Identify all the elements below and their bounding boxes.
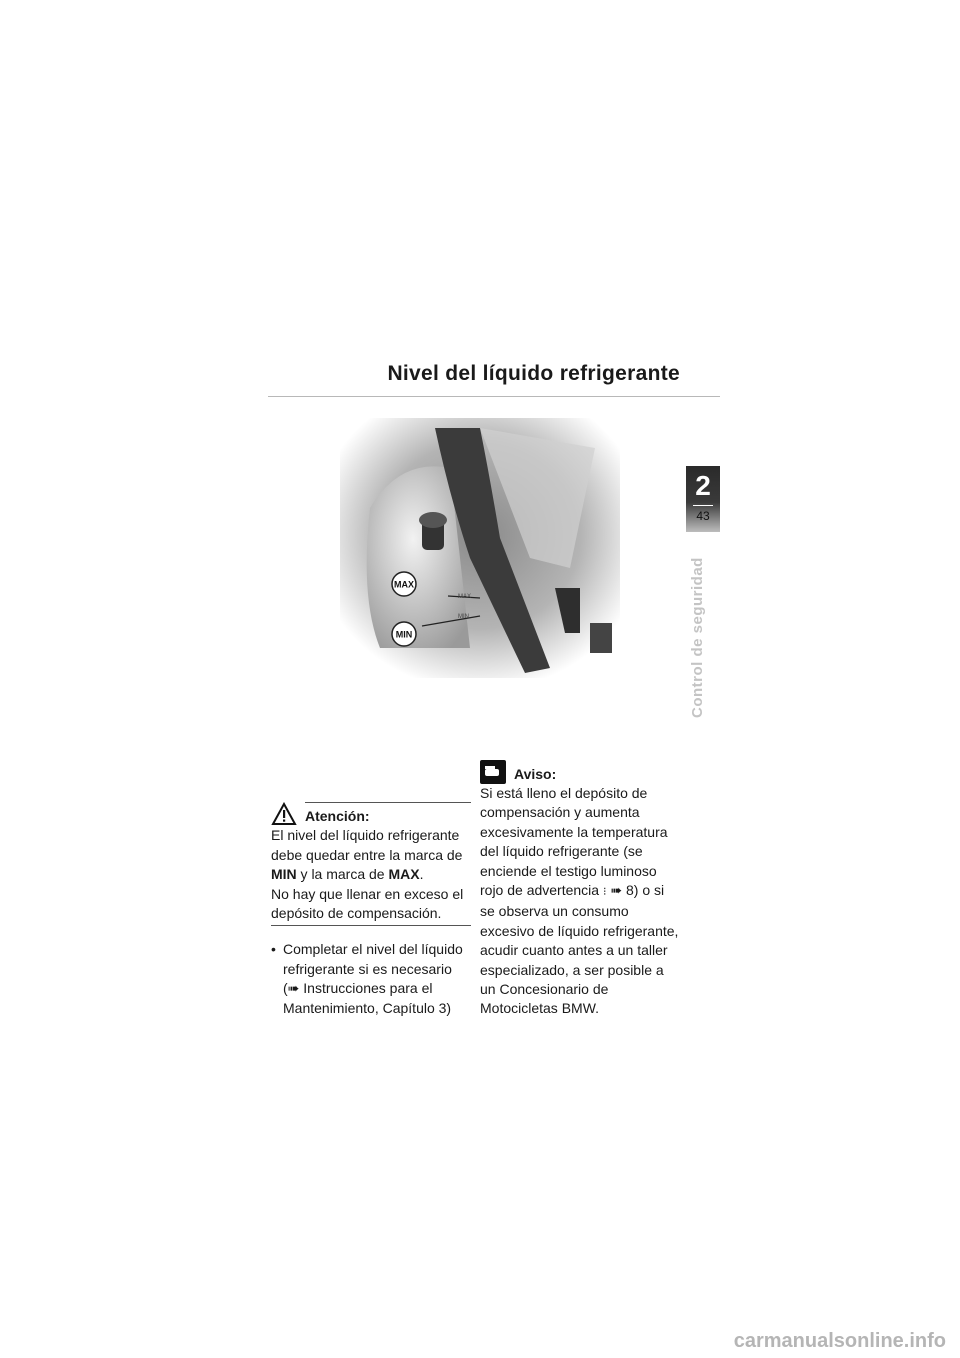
note-hand-icon bbox=[480, 760, 506, 784]
warning-top-rule bbox=[305, 802, 471, 803]
note-heading bbox=[480, 760, 680, 784]
list-item bbox=[271, 940, 471, 1018]
warning-heading-label: Atención: bbox=[305, 808, 370, 824]
bullet-text: Completar el nivel del líquido refrigerante si es necesario (➠ Instrucciones para el Mantenimiento, Capítulo 3) bbox=[283, 941, 463, 1016]
note-column bbox=[480, 760, 680, 1019]
note-heading-label: Aviso: bbox=[514, 765, 557, 782]
chapter-tab bbox=[686, 466, 720, 532]
bullet-marker: • bbox=[271, 941, 276, 958]
warning-heading bbox=[271, 802, 471, 826]
warning-text-1: El nivel del líquido refrigerante debe quedar entre la marca de MIN y la marca de MAX. bbox=[271, 827, 463, 883]
connector bbox=[590, 623, 612, 653]
coolant-reservoir-photo bbox=[340, 418, 620, 678]
chapter-number: 2 bbox=[695, 470, 711, 501]
max-callout-label: MAX bbox=[394, 579, 414, 590]
reservoir-cap-top bbox=[419, 512, 447, 528]
watermark: carmanualsonline.info bbox=[733, 1330, 946, 1352]
page-number: 43 bbox=[696, 509, 710, 523]
min-callout-label: MIN bbox=[395, 629, 413, 640]
note-text: Si está lleno el depósito de compensación y aumenta excesivamente la temperatura del líquido refrigerante (se enciende el testigo luminoso rojo de advertencia ⁝ ➠ 8) o si se observa un consumo excesivo de líquido refrigerante, acudir cuanto antes a un taller especializado, a ser posible a un Concesionario de Motocicletas BMW. bbox=[480, 785, 679, 1017]
warning-text-2: No hay que llenar en exceso el depósito de compensación. bbox=[271, 885, 464, 922]
max-mark-text: MAX bbox=[388, 866, 420, 883]
indicator-light-icon: ⁝ bbox=[602, 886, 607, 899]
page-title: Nivel del líquido refrigerante bbox=[387, 362, 680, 385]
section-side-label: Control de seguridad bbox=[689, 557, 706, 718]
warning-bottom-rule bbox=[271, 925, 471, 926]
note-reference: ➠ 8 bbox=[610, 882, 634, 899]
title-divider bbox=[268, 396, 720, 397]
min-mark-text: MIN bbox=[271, 866, 297, 883]
tank-mark-max: MAX bbox=[458, 594, 472, 600]
warning-triangle-icon bbox=[271, 802, 297, 826]
chapter-divider bbox=[693, 505, 713, 506]
tank-mark-min: MIN bbox=[458, 614, 469, 620]
warning-column bbox=[271, 800, 471, 1018]
